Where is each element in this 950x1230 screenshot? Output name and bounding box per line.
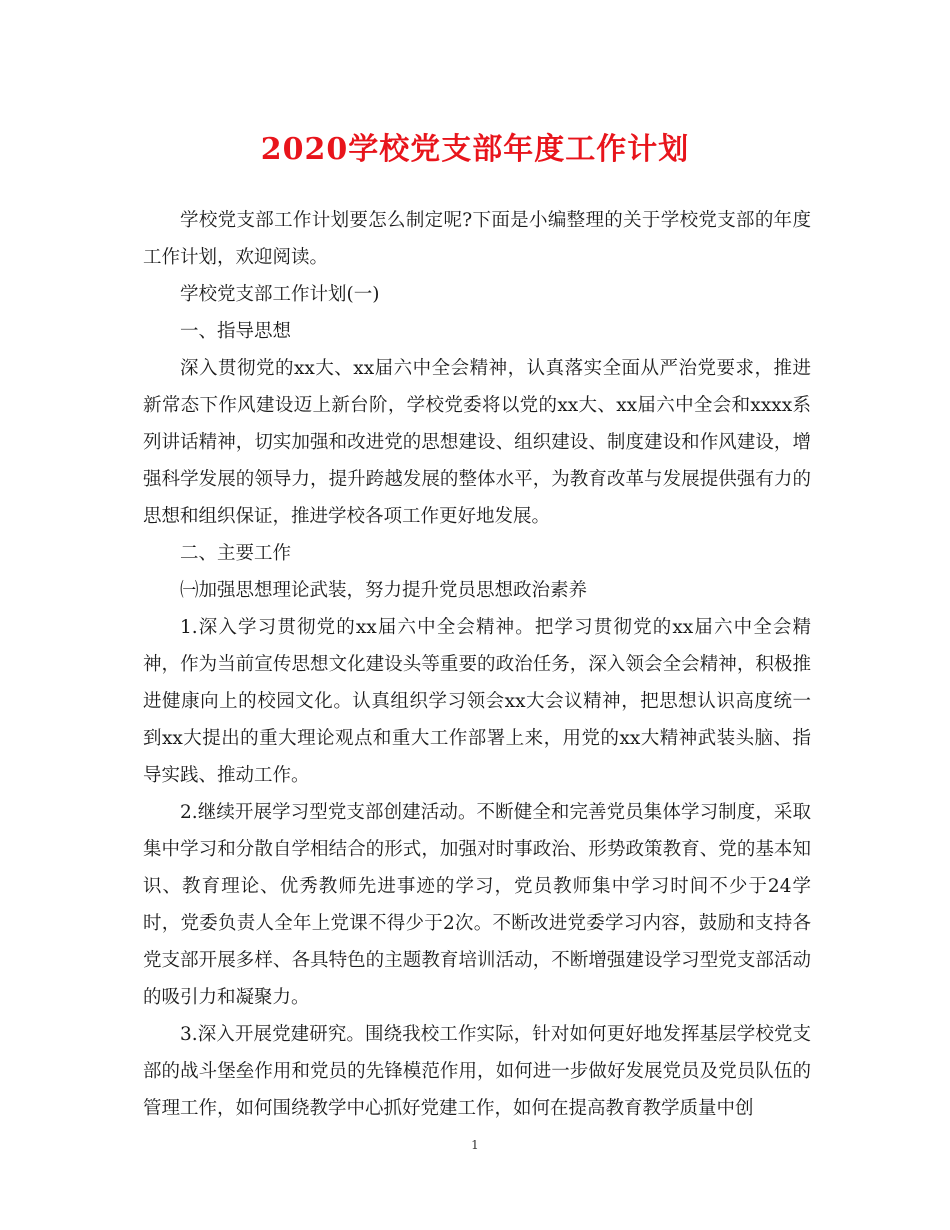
section-heading-guiding-thought: 一、指导思想 xyxy=(180,321,292,342)
page-number: 1 xyxy=(471,1138,479,1152)
item-paragraph-3: 3.深入开展党建研究。围绕我校工作实际，针对如何更好地发挥基层学校党支部的战斗堡垒作用和党员的先锋模范作用，如何进一步做好发展党员及党员队伍的管理工作，如何围绕教学中心抓好党建工作，如何在提高教育教学质量中创 xyxy=(143,1024,811,1119)
subsection-heading-theory: ㈠加强思想理论武装，努力提升党员思想政治素养 xyxy=(180,580,588,601)
document-body xyxy=(143,202,811,1127)
intro-paragraph: 学校党支部工作计划要怎么制定呢?下面是小编整理的关于学校党支部的年度工作计划，欢迎阅读。 xyxy=(143,210,811,268)
item-paragraph-1: 1.深入学习贯彻党的xx届六中全会精神。把学习贯彻党的xx届六中全会精神，作为当前宣传思想文化建设头等重要的政治任务，深入领会全会精神，积极推进健康向上的校园文化。认真组织学习领会xx大会议精神，把思想认识高度统一到xx大提出的重大理论观点和重大工作部署上来，用党的xx大精神武装头脑、指导实践、推动工作。 xyxy=(143,617,811,786)
section-heading-plan-one: 学校党支部工作计划(一) xyxy=(180,284,380,305)
document-title: 2020学校党支部年度工作计划 xyxy=(260,132,690,167)
guiding-thought-paragraph: 深入贯彻党的xx大、xx届六中全会精神，认真落实全面从严治党要求，推进新常态下作风建设迈上新台阶，学校党委将以党的xx大、xx届六中全会和xxxx系列讲话精神，切实加强和改进党的思想建设、组织建设、制度建设和作风建设，增强科学发展的领导力，提升跨越发展的整体水平，为教育改革与发展提供强有力的思想和组织保证，推进学校各项工作更好地发展。 xyxy=(143,358,811,527)
section-heading-main-work: 二、主要工作 xyxy=(180,543,292,564)
item-paragraph-2: 2.继续开展学习型党支部创建活动。不断健全和完善党员集体学习制度，采取集中学习和分散自学相结合的形式，加强对时事政治、形势政策教育、党的基本知识、教育理论、优秀教师先进事迹的学习，党员教师集中学习时间不少于24学时，党委负责人全年上党课不得少于2次。不断改进党委学习内容，鼓励和支持各党支部开展多样、各具特色的主题教育培训活动，不断增强建设学习型党支部活动的吸引力和凝聚力。 xyxy=(143,802,811,1008)
